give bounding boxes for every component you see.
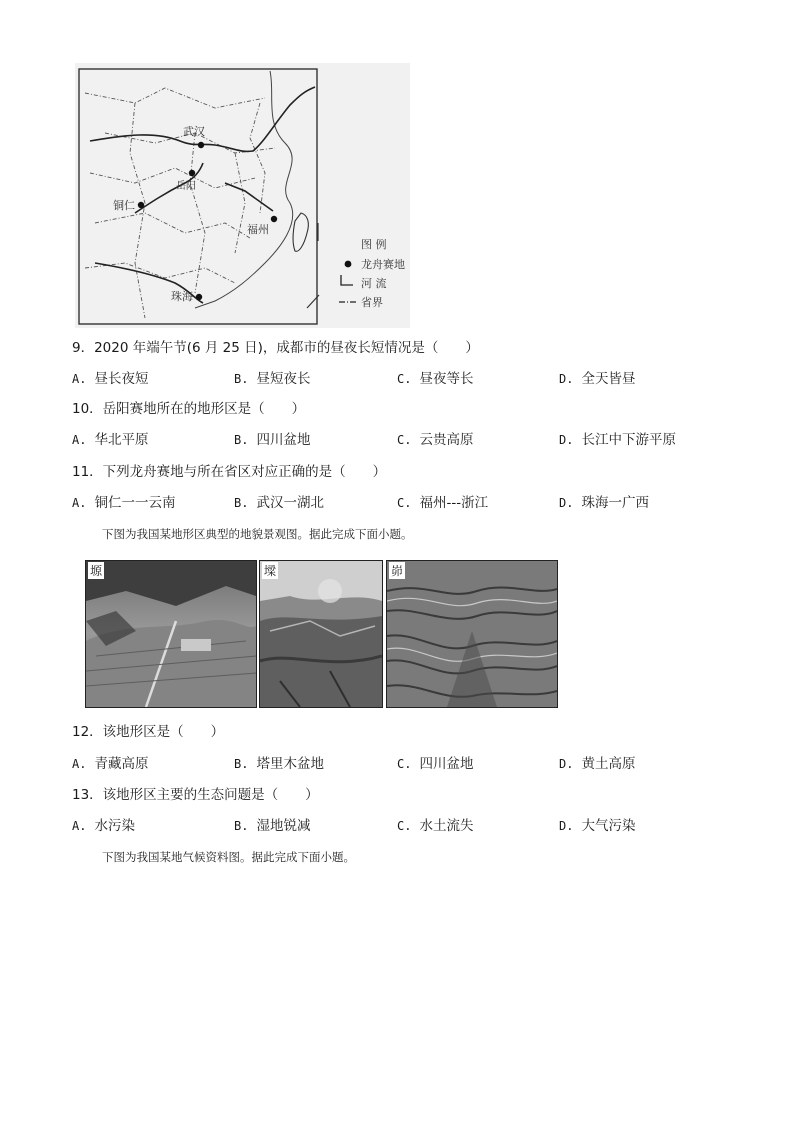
landform-photo-strip [85,560,557,708]
option-key: B. [234,819,249,833]
question-11-option-b[interactable] [234,494,324,512]
question-9-option-a[interactable] [72,370,148,388]
question-13-option-b[interactable] [234,817,310,835]
question-12-option-a[interactable] [72,755,148,773]
option-text: 铜仁一一云南 [94,495,176,511]
option-key: D. [559,819,574,833]
question-13-option-a[interactable] [72,817,135,835]
city-label-zhuhai: 珠海 [171,290,193,303]
map-legend [339,237,405,309]
option-text: 昼夜等长 [419,371,474,387]
taiwan-island [293,213,308,251]
rivers [90,87,315,303]
photo-liang-svg [260,561,382,707]
fuzhou-dot-icon [271,216,277,222]
question-11-option-a[interactable] [72,494,175,512]
option-text: 华北平原 [94,432,149,448]
question-9-option-c[interactable] [397,370,473,388]
question-12-option-c[interactable] [397,755,473,773]
map-svg [75,63,410,328]
option-key: D. [559,372,574,386]
question-12-stem: 12．该地形区是（ ） [72,724,225,740]
question-11-option-c[interactable] [397,494,488,512]
map-figure [75,63,410,328]
question-9-stem: 9．2020 年端午节(6 月 25 日)，成都市的昼夜长短情况是（ ） [72,340,479,356]
city-label-fuzhou: 福州 [247,223,269,236]
question-10-option-d[interactable] [559,431,676,449]
option-text: 全天皆昼 [581,371,636,387]
river-icon [341,275,353,285]
question-11-stem: 11．下列龙舟赛地与所在省区对应正确的是（ ） [72,464,387,480]
option-text: 四川盆地 [419,756,474,772]
city-label-wuhan: 武汉 [183,125,205,138]
legend-label-boundary: 省界 [361,296,383,309]
option-key: B. [234,757,249,771]
photo-yuan-svg [86,561,256,707]
zhuhai-dot-icon [196,294,202,300]
tongren-dot-icon [138,202,144,208]
city-label-tongren: 铜仁 [113,199,135,212]
option-text: 四川盆地 [256,432,311,448]
option-key: A. [72,433,87,447]
option-text: 塔里木盆地 [256,756,324,772]
question-13-stem: 13．该地形区主要的生态问题是（ ） [72,787,319,803]
option-key: C. [397,433,412,447]
question-10-stem: 10．岳阳赛地所在的地形区是（ ） [72,401,306,417]
wuhan-dot-icon [198,142,204,148]
photo-label-mao: 峁 [391,564,404,578]
option-key: B. [234,372,249,386]
option-key: D. [559,757,574,771]
question-10-option-c[interactable] [397,431,473,449]
photo-liang [259,560,383,708]
option-text: 长江中下游平原 [581,432,676,448]
intro-climate: 下图为我国某地气候资料图。据此完成下面小题。 [102,850,355,864]
option-key: C. [397,819,412,833]
option-text: 青藏高原 [94,756,149,772]
option-key: A. [72,496,87,510]
option-text: 湿地锐减 [256,818,311,834]
photo-label-liang: 墚 [264,564,277,578]
question-11-option-d[interactable] [559,494,649,512]
intro-landforms: 下图为我国某地形区典型的地貌景观图。据此完成下面小题。 [102,527,413,541]
option-key: C. [397,372,412,386]
question-10-option-b[interactable] [234,431,310,449]
option-key: B. [234,496,249,510]
option-key: B. [234,433,249,447]
question-12-option-d[interactable] [559,755,635,773]
photo-yuan [85,560,257,708]
question-9-option-d[interactable] [559,370,635,388]
option-key: D. [559,433,574,447]
photo-mao [386,560,558,708]
option-text: 水土流失 [419,818,474,834]
option-key: A. [72,372,87,386]
option-text: 水污染 [94,818,135,834]
option-key: A. [72,819,87,833]
option-key: A. [72,757,87,771]
map-frame [79,69,317,324]
option-text: 福州---浙江 [419,495,489,511]
yueyang-dot-icon [189,170,195,176]
question-12-option-b[interactable] [234,755,324,773]
coastline [195,71,293,308]
question-10-option-a[interactable] [72,431,148,449]
option-key: C. [397,496,412,510]
legend-title: 图 例 [361,238,387,251]
photo-mao-svg [387,561,557,707]
question-13-option-d[interactable] [559,817,635,835]
city-label-yueyang: 岳阳 [176,181,196,192]
option-text: 武汉一湖北 [256,495,324,511]
legend-label-race-site: 龙舟赛地 [361,258,405,271]
option-text: 昼长夜短 [94,371,149,387]
photo-label-yuan: 塬 [90,564,103,578]
question-9-option-b[interactable] [234,370,310,388]
legend-label-river: 河 流 [361,277,387,290]
option-text: 黄土高原 [581,756,636,772]
option-text: 云贵高原 [419,432,474,448]
question-13-option-c[interactable] [397,817,473,835]
option-text: 珠海一广西 [581,495,649,511]
dot-icon [345,261,352,268]
option-key: C. [397,757,412,771]
option-text: 大气污染 [581,818,636,834]
option-key: D. [559,496,574,510]
option-text: 昼短夜长 [256,371,311,387]
